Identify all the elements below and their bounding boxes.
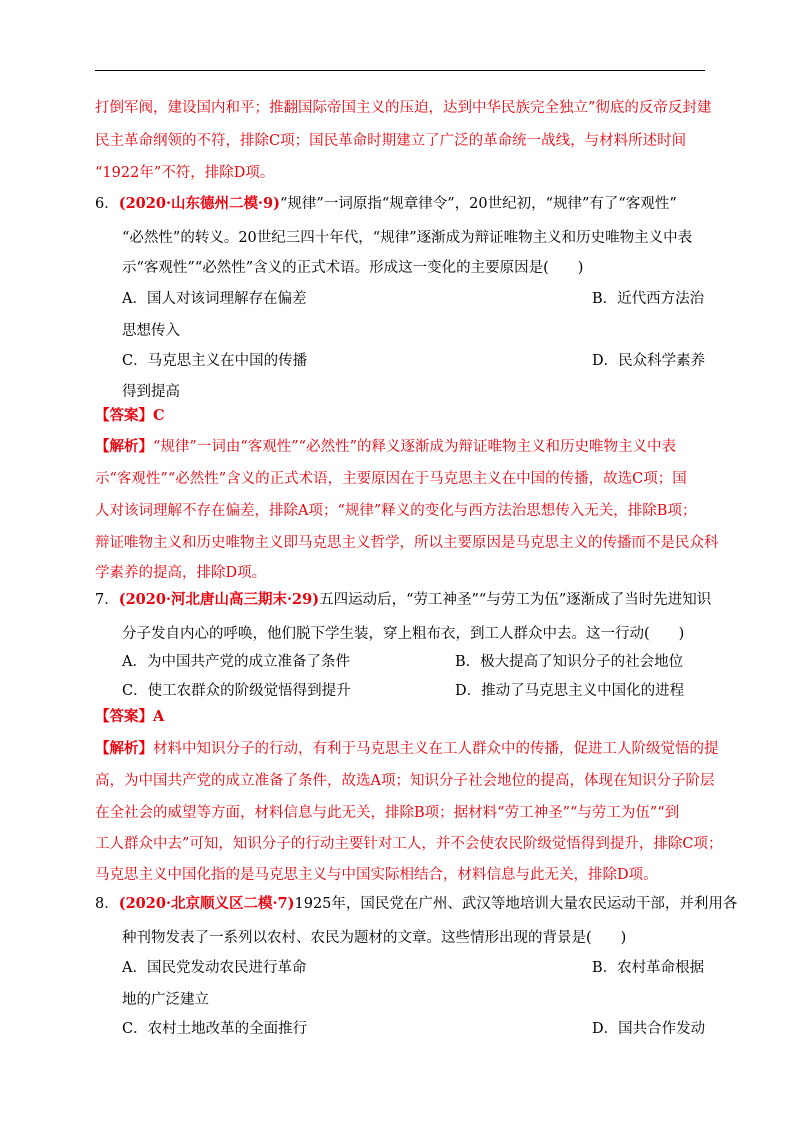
question-6-option-d-continued: 得到提高 [122, 384, 180, 400]
question-7-number: 7． [95, 592, 119, 608]
question-7-answer [95, 707, 164, 727]
intro-explanation-line-3: “1922年”不符，排除D项。 [95, 165, 275, 181]
question-6-first-line [95, 194, 677, 214]
question-8-option-c: C．农村土地改革的全面推行 [122, 1021, 308, 1037]
question-7-source: (2020·河北唐山高三期末·29) [118, 591, 320, 608]
analysis-label: 【解析】 [95, 740, 153, 757]
header-rule [95, 70, 705, 71]
question-6-option-a: A．国人对该词理解存在偏差 [122, 291, 307, 307]
question-7-option-c: C．使工农群众的阶级觉悟得到提升 [122, 683, 351, 699]
question-6-analysis-line-5: 学素养的提高，排除D项。 [95, 565, 267, 581]
question-7-option-a: A．为中国共产党的成立准备了条件 [122, 654, 350, 670]
question-8-stem-line-2: 种刊物发表了一系列以农村、农民为题材的文章。这些情形出现的背景是( ) [122, 930, 627, 946]
question-8-option-a: A．国民党发动农民进行革命 [122, 960, 307, 976]
question-6-option-b-continued: 思想传入 [122, 323, 180, 339]
question-8-stem-line-1: 1925年，国民党在广州、武汉等地培训大量农民运动干部，并利用各 [294, 896, 738, 912]
question-8-first-line [95, 894, 737, 914]
question-8-number: 8． [95, 896, 119, 912]
question-7-first-line [95, 590, 711, 610]
question-6-stem-line-1: “规律”一词原指“规章律令”，20世纪初，“规律”有了“客观性” [280, 196, 677, 212]
question-8-option-b-continued: 地的广泛建立 [122, 992, 209, 1008]
question-6-option-b: B．近代西方法治 [592, 291, 705, 307]
intro-explanation-line-2: 民主革命纲领的不符，排除C项；国民革命时期建立了广泛的革命统一战线，与材料所述时间 [95, 133, 687, 149]
question-6-analysis-line-4: 辩证唯物主义和历史唯物主义即马克思主义哲学，所以主要原因是马克思主义的传播而不是民众科 [95, 535, 719, 551]
question-6-source: (2020·山东德州二模·9) [118, 195, 280, 212]
question-6-number: 6． [95, 196, 119, 212]
question-6-stem-line-2: “必然性”的转义。20世纪三四十年代，“规律”逐渐成为辩证唯物主义和历史唯物主义中表 [122, 230, 693, 246]
intro-explanation-line-1: 打倒军阀，建设国内和平；推翻国际帝国主义的压迫，达到中华民族完全独立”彻底的反帝反封建 [95, 100, 712, 116]
question-6-option-c: C．马克思主义在中国的传播 [122, 353, 308, 369]
question-6-analysis-line-1: 【解析】“规律”一词由“客观性”“必然性”的释义逐渐成为辩证唯物主义和历史唯物主义中表 [95, 438, 676, 455]
question-7-analysis-line-1: 【解析】材料中知识分子的行动，有利于马克思主义在工人群众中的传播，促进工人阶级觉悟的提 [95, 740, 719, 757]
question-8-option-b: B．农村革命根据 [592, 960, 705, 976]
question-7-option-d: D．推动了马克思主义中国化的进程 [455, 683, 685, 699]
question-7-stem-line-2: 分子发自内心的呼唤，他们脱下学生装，穿上粗布衣，到工人群众中去。这一行动( ) [122, 626, 685, 642]
question-7-option-b: B．极大提高了知识分子的社会地位 [455, 654, 684, 670]
question-7-analysis-line-4: 工人群众中去”可知，知识分子的行动主要针对工人，并不会使农民阶级觉悟得到提升，排除C项； [95, 836, 723, 852]
question-7-analysis-line-2: 高，为中国共产党的成立准备了条件，故选A项；知识分子社会地位的提高，体现在知识分子阶层 [95, 773, 715, 789]
question-6-answer [95, 406, 165, 426]
answer-label: 【答案】 [95, 708, 153, 725]
answer-label: 【答案】 [95, 407, 153, 424]
question-7-stem-line-1: 五四运动后，“劳工神圣”“与劳工为伍”逐渐成了当时先进知识 [319, 592, 712, 608]
question-8-source: (2020·北京顺义区二模·7) [118, 895, 295, 912]
analysis-label: 【解析】 [95, 438, 153, 455]
answer-value: A [153, 708, 165, 725]
question-6-option-d: D．民众科学素养 [592, 353, 706, 369]
answer-value: C [153, 407, 165, 424]
question-6-analysis-line-2: 示“客观性”“必然性”含义的正式术语，主要原因在于马克思主义在中国的传播，故选C项；国 [95, 471, 687, 487]
question-6-analysis-line-3: 人对该词理解不存在偏差，排除A项；“规律”释义的变化与西方法治思想传入无关，排除B项； [95, 503, 697, 519]
question-6-stem-line-3: 示“客观性”“必然性”含义的正式术语。形成这一变化的主要原因是( ) [122, 260, 584, 276]
question-7-analysis-line-5: 马克思主义中国化指的是马克思主义与中国实际相结合，材料信息与此无关，排除D项。 [95, 867, 658, 883]
question-8-option-d: D．国共合作发动 [592, 1021, 706, 1037]
question-7-analysis-line-3: 在全社会的威望等方面，材料信息与此无关，排除B项；据材料“劳工神圣”“与劳工为伍”“到 [95, 805, 680, 821]
